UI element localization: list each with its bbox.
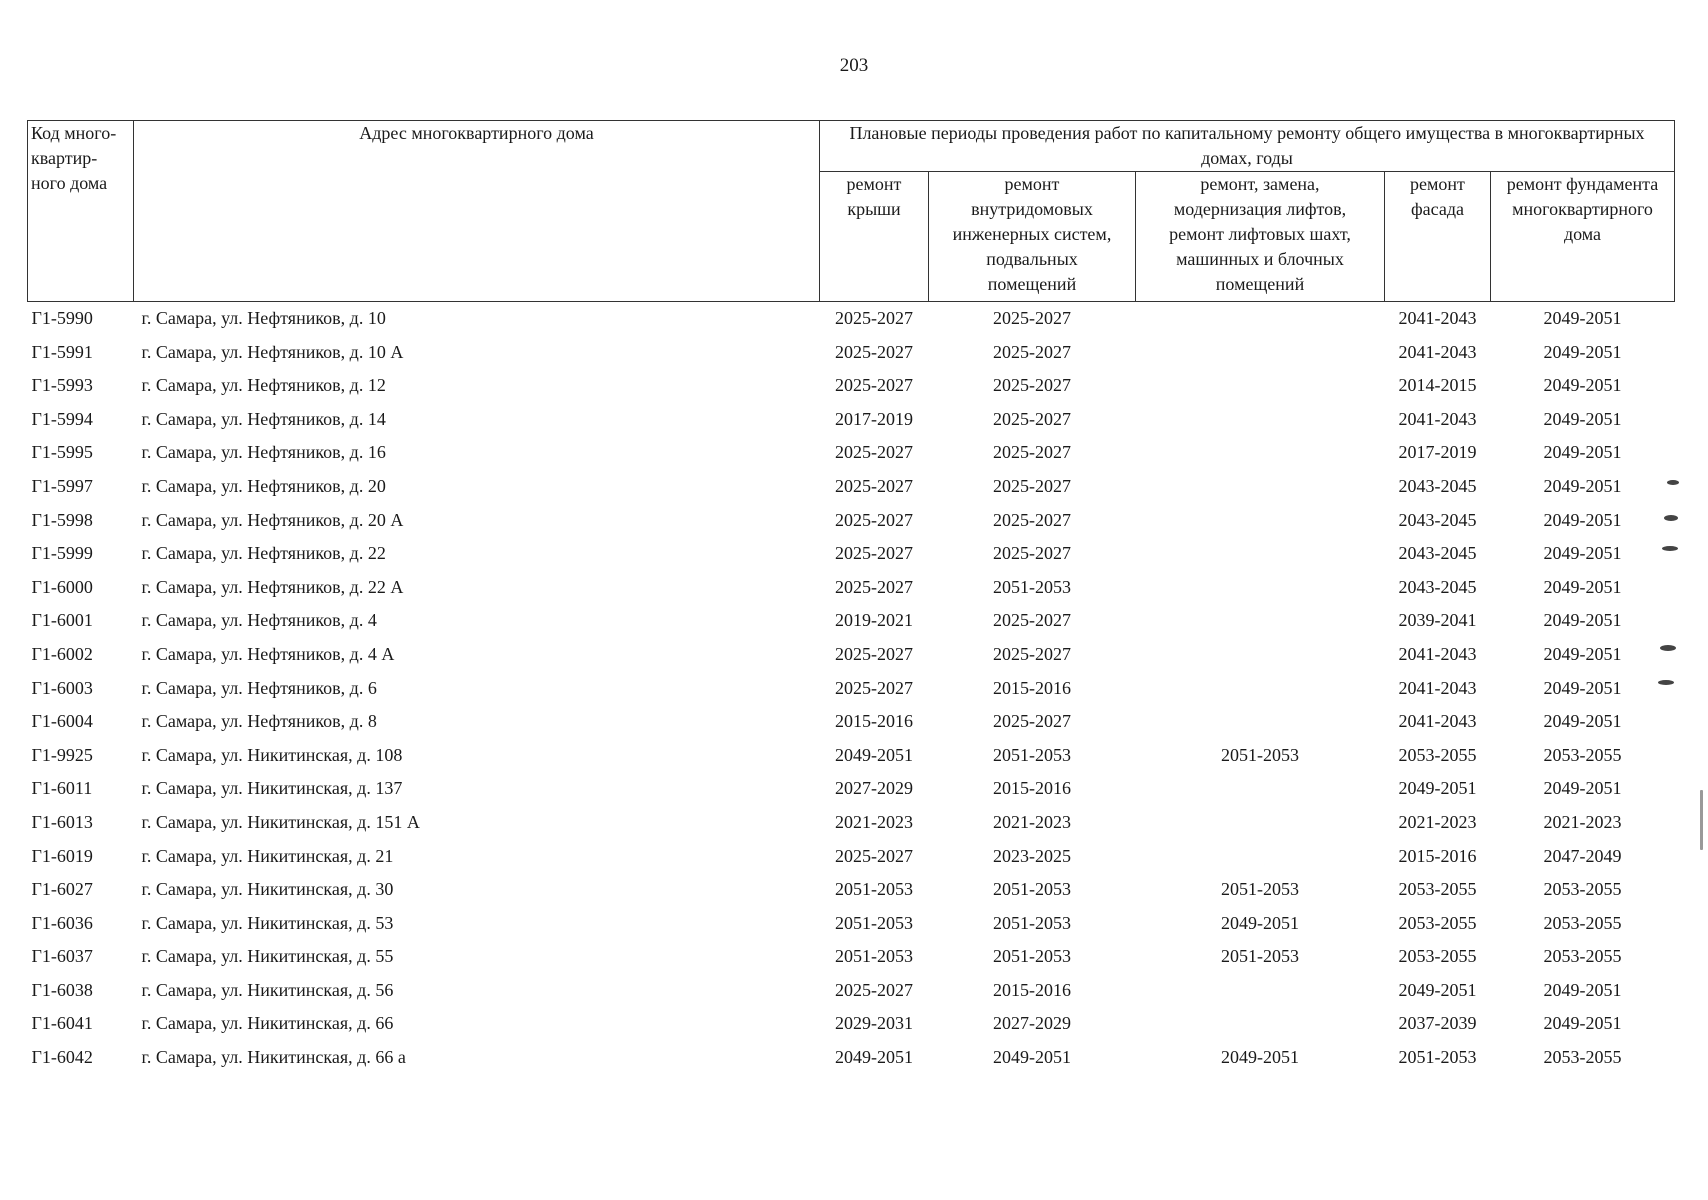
cell-elevators xyxy=(1136,840,1385,874)
table-body xyxy=(28,302,1675,1075)
cell-engineering: 2051-2053 xyxy=(993,744,1071,765)
cell-code: Г1-6038 xyxy=(31,979,93,1000)
cell-roof: 2049-2051 xyxy=(835,1047,913,1068)
cell-foundation: 2053-2055 xyxy=(1543,946,1622,967)
cell-elevators xyxy=(1136,571,1385,605)
cell-code: Г1-9925 xyxy=(31,744,93,765)
capital-repair-table xyxy=(27,120,1675,1075)
cell-foundation: 2049-2051 xyxy=(1543,677,1622,698)
cell-address: г. Самара, ул. Нефтяников, д. 22 А xyxy=(141,576,404,597)
cell-address: г. Самара, ул. Нефтяников, д. 16 xyxy=(141,442,386,463)
cell-engineering: 2025-2027 xyxy=(993,442,1071,463)
cell-engineering: 2051-2053 xyxy=(993,912,1071,933)
cell-code: Г1-6003 xyxy=(31,677,93,698)
table-row xyxy=(28,571,1675,605)
cell-roof: 2025-2027 xyxy=(835,308,913,328)
cell-engineering: 2021-2023 xyxy=(993,811,1071,832)
cell-address: г. Самара, ул. Нефтяников, д. 8 xyxy=(141,711,377,732)
table-row xyxy=(28,302,1675,336)
cell-engineering: 2051-2053 xyxy=(993,879,1071,900)
cell-engineering: 2025-2027 xyxy=(993,375,1071,396)
cell-elevators xyxy=(1136,369,1385,403)
table-row xyxy=(28,672,1675,706)
cell-facade: 2014-2015 xyxy=(1398,375,1477,396)
cell-facade: 2017-2019 xyxy=(1398,442,1477,463)
cell-address: г. Самара, ул. Никитинская, д. 30 xyxy=(141,879,394,900)
cell-elevators xyxy=(1136,604,1385,638)
cell-foundation: 2049-2051 xyxy=(1543,711,1622,732)
cell-roof: 2017-2019 xyxy=(835,408,913,429)
header-code xyxy=(28,121,134,302)
cell-roof: 2025-2027 xyxy=(835,845,913,866)
cell-code: Г1-5999 xyxy=(31,543,93,564)
scan-speck xyxy=(1667,480,1679,485)
cell-roof: 2025-2027 xyxy=(835,375,913,396)
scan-speck xyxy=(1658,680,1674,685)
cell-facade: 2041-2043 xyxy=(1398,643,1477,664)
cell-code: Г1-6036 xyxy=(31,912,93,933)
cell-code: Г1-6019 xyxy=(31,845,93,866)
header-roof-label: ремонт крыши xyxy=(846,174,902,219)
cell-facade: 2051-2053 xyxy=(1398,1047,1477,1068)
cell-facade: 2043-2045 xyxy=(1398,509,1477,530)
cell-foundation: 2049-2051 xyxy=(1543,308,1622,328)
cell-foundation: 2049-2051 xyxy=(1543,341,1622,362)
cell-code: Г1-6037 xyxy=(31,946,93,967)
cell-engineering: 2023-2025 xyxy=(993,845,1071,866)
cell-foundation: 2049-2051 xyxy=(1543,610,1622,631)
cell-address: г. Самара, ул. Нефтяников, д. 14 xyxy=(141,408,386,429)
cell-code: Г1-6000 xyxy=(31,576,93,597)
cell-facade: 2021-2023 xyxy=(1398,811,1477,832)
table-row xyxy=(28,638,1675,672)
table-row xyxy=(28,504,1675,538)
table-row xyxy=(28,403,1675,437)
cell-engineering: 2025-2027 xyxy=(993,610,1071,631)
table-row xyxy=(28,705,1675,739)
cell-code: Г1-5991 xyxy=(31,341,93,362)
cell-address: г. Самара, ул. Нефтяников, д. 4 А xyxy=(141,643,395,664)
cell-foundation: 2021-2023 xyxy=(1543,811,1622,832)
cell-engineering: 2027-2029 xyxy=(993,1013,1071,1034)
cell-engineering: 2025-2027 xyxy=(993,543,1071,564)
cell-code: Г1-6011 xyxy=(31,778,93,799)
cell-roof: 2025-2027 xyxy=(835,643,913,664)
cell-elevators xyxy=(1136,1007,1385,1041)
cell-facade: 2041-2043 xyxy=(1398,341,1477,362)
cell-address: г. Самара, ул. Нефтяников, д. 12 xyxy=(141,375,386,396)
scan-speck xyxy=(1660,645,1676,651)
cell-code: Г1-5997 xyxy=(31,475,93,496)
cell-address: г. Самара, ул. Нефтяников, д. 10 xyxy=(141,308,386,328)
header-address xyxy=(134,121,820,302)
cell-engineering: 2025-2027 xyxy=(993,509,1071,530)
cell-roof: 2051-2053 xyxy=(835,912,913,933)
cell-address: г. Самара, ул. Никитинская, д. 53 xyxy=(141,912,394,933)
cell-code: Г1-6001 xyxy=(31,610,93,631)
header-code-label: Код много- квартир- ного дома xyxy=(31,123,117,193)
cell-code: Г1-5994 xyxy=(31,408,93,429)
cell-elevators xyxy=(1136,974,1385,1008)
table-row xyxy=(28,873,1675,907)
cell-foundation: 2049-2051 xyxy=(1543,475,1622,496)
cell-code: Г1-6002 xyxy=(31,643,93,664)
cell-facade: 2049-2051 xyxy=(1398,979,1477,1000)
cell-facade: 2037-2039 xyxy=(1398,1013,1477,1034)
cell-foundation: 2049-2051 xyxy=(1543,1013,1622,1034)
cell-facade: 2041-2043 xyxy=(1398,408,1477,429)
cell-elevators xyxy=(1136,504,1385,538)
table-row xyxy=(28,806,1675,840)
header-roof xyxy=(820,172,929,302)
cell-roof: 2021-2023 xyxy=(835,811,913,832)
cell-elevators xyxy=(1136,638,1385,672)
table-row xyxy=(28,940,1675,974)
table-row xyxy=(28,470,1675,504)
table-header xyxy=(28,121,1675,302)
table-row xyxy=(28,336,1675,370)
cell-elevators xyxy=(1136,672,1385,706)
cell-elevators xyxy=(1136,705,1385,739)
cell-address: г. Самара, ул. Никитинская, д. 151 А xyxy=(141,811,420,832)
cell-facade: 2015-2016 xyxy=(1398,845,1477,866)
cell-roof: 2025-2027 xyxy=(835,475,913,496)
cell-code: Г1-5995 xyxy=(31,442,93,463)
cell-engineering: 2025-2027 xyxy=(993,711,1071,732)
cell-facade: 2053-2055 xyxy=(1398,912,1477,933)
cell-code: Г1-6027 xyxy=(31,879,93,900)
cell-roof: 2025-2027 xyxy=(835,979,913,1000)
cell-roof: 2019-2021 xyxy=(835,610,913,631)
table-row xyxy=(28,907,1675,941)
cell-elevators: 2051-2053 xyxy=(1221,879,1299,900)
cell-code: Г1-6041 xyxy=(31,1013,93,1034)
cell-elevators: 2049-2051 xyxy=(1221,1047,1299,1068)
cell-elevators xyxy=(1136,436,1385,470)
cell-address: г. Самара, ул. Никитинская, д. 21 xyxy=(141,845,394,866)
header-engineering xyxy=(929,172,1136,302)
cell-foundation: 2053-2055 xyxy=(1543,744,1622,765)
header-facade xyxy=(1385,172,1491,302)
table-row xyxy=(28,739,1675,773)
cell-facade: 2053-2055 xyxy=(1398,946,1477,967)
cell-address: г. Самара, ул. Никитинская, д. 108 xyxy=(141,744,403,765)
cell-roof: 2051-2053 xyxy=(835,879,913,900)
scan-speck xyxy=(1664,515,1678,521)
header-engineering-label: ремонт внутридомовых инженерных систем, подвальных помещений xyxy=(952,174,1112,294)
cell-elevators xyxy=(1136,403,1385,437)
cell-roof: 2025-2027 xyxy=(835,543,913,564)
cell-elevators xyxy=(1136,302,1385,336)
header-elevators xyxy=(1136,172,1385,302)
cell-elevators xyxy=(1136,806,1385,840)
cell-facade: 2041-2043 xyxy=(1398,677,1477,698)
header-periods-group xyxy=(820,121,1675,172)
cell-foundation: 2049-2051 xyxy=(1543,543,1622,564)
cell-address: г. Самара, ул. Никитинская, д. 66 xyxy=(141,1013,394,1034)
table-row xyxy=(28,1007,1675,1041)
cell-address: г. Самара, ул. Нефтяников, д. 20 А xyxy=(141,509,404,530)
cell-engineering: 2025-2027 xyxy=(993,341,1071,362)
cell-facade: 2053-2055 xyxy=(1398,879,1477,900)
cell-foundation: 2049-2051 xyxy=(1543,576,1622,597)
cell-elevators xyxy=(1136,336,1385,370)
cell-foundation: 2053-2055 xyxy=(1543,1047,1622,1068)
cell-elevators: 2051-2053 xyxy=(1221,946,1299,967)
table-row xyxy=(28,369,1675,403)
cell-address: г. Самара, ул. Нефтяников, д. 20 xyxy=(141,475,386,496)
cell-address: г. Самара, ул. Нефтяников, д. 10 А xyxy=(141,341,404,362)
cell-foundation: 2049-2051 xyxy=(1543,643,1622,664)
cell-engineering: 2015-2016 xyxy=(993,778,1071,799)
scan-speck xyxy=(1700,790,1703,850)
cell-engineering: 2025-2027 xyxy=(993,643,1071,664)
cell-engineering: 2051-2053 xyxy=(993,946,1071,967)
cell-facade: 2043-2045 xyxy=(1398,543,1477,564)
cell-facade: 2043-2045 xyxy=(1398,576,1477,597)
cell-engineering: 2025-2027 xyxy=(993,475,1071,496)
table-row xyxy=(28,436,1675,470)
cell-address: г. Самара, ул. Нефтяников, д. 6 xyxy=(141,677,377,698)
page-number: 203 xyxy=(839,55,869,76)
cell-facade: 2053-2055 xyxy=(1398,744,1477,765)
cell-engineering: 2051-2053 xyxy=(993,576,1071,597)
cell-address: г. Самара, ул. Никитинская, д. 137 xyxy=(141,778,403,799)
cell-elevators xyxy=(1136,772,1385,806)
cell-elevators xyxy=(1136,537,1385,571)
table-row xyxy=(28,537,1675,571)
cell-facade: 2041-2043 xyxy=(1398,308,1477,328)
cell-code: Г1-5993 xyxy=(31,375,93,396)
cell-code: Г1-5998 xyxy=(31,509,93,530)
cell-address: г. Самара, ул. Никитинская, д. 66 а xyxy=(141,1047,406,1068)
cell-foundation: 2053-2055 xyxy=(1543,879,1622,900)
cell-address: г. Самара, ул. Никитинская, д. 56 xyxy=(141,979,394,1000)
cell-facade: 2043-2045 xyxy=(1398,475,1477,496)
cell-roof: 2029-2031 xyxy=(835,1013,913,1034)
table-row xyxy=(28,1041,1675,1075)
cell-foundation: 2049-2051 xyxy=(1543,442,1622,463)
cell-address: г. Самара, ул. Нефтяников, д. 4 xyxy=(141,610,377,631)
cell-foundation: 2049-2051 xyxy=(1543,375,1622,396)
table-row xyxy=(28,840,1675,874)
cell-roof: 2025-2027 xyxy=(835,509,913,530)
cell-roof: 2025-2027 xyxy=(835,341,913,362)
header-foundation xyxy=(1491,172,1675,302)
cell-address: г. Самара, ул. Никитинская, д. 55 xyxy=(141,946,394,967)
header-periods-group-label: Плановые периоды проведения работ по капитальному ремонту общего имущества в многоквартирных домах, годы xyxy=(849,123,1645,168)
cell-elevators: 2051-2053 xyxy=(1221,744,1299,765)
cell-roof: 2027-2029 xyxy=(835,778,913,799)
cell-elevators xyxy=(1136,470,1385,504)
scan-speck xyxy=(1662,546,1678,551)
header-facade-label: ремонт фасада xyxy=(1410,174,1465,219)
cell-engineering: 2049-2051 xyxy=(993,1047,1071,1068)
cell-engineering: 2015-2016 xyxy=(993,677,1071,698)
cell-elevators: 2049-2051 xyxy=(1221,912,1299,933)
header-elevators-label: ремонт, замена, модернизация лифтов, ремонт лифтовых шахт, машинных и блочных помещений xyxy=(1169,174,1351,294)
cell-facade: 2039-2041 xyxy=(1398,610,1477,631)
cell-foundation: 2049-2051 xyxy=(1543,778,1622,799)
cell-code: Г1-6042 xyxy=(31,1047,93,1068)
cell-roof: 2049-2051 xyxy=(835,744,913,765)
cell-roof: 2025-2027 xyxy=(835,442,913,463)
table-row xyxy=(28,772,1675,806)
cell-roof: 2015-2016 xyxy=(835,711,913,732)
cell-address: г. Самара, ул. Нефтяников, д. 22 xyxy=(141,543,386,564)
header-address-label: Адрес многоквартирного дома xyxy=(359,123,594,143)
cell-code: Г1-6013 xyxy=(31,811,93,832)
cell-roof: 2025-2027 xyxy=(835,677,913,698)
cell-engineering: 2015-2016 xyxy=(993,979,1071,1000)
cell-foundation: 2049-2051 xyxy=(1543,509,1622,530)
cell-foundation: 2053-2055 xyxy=(1543,912,1622,933)
cell-roof: 2025-2027 xyxy=(835,576,913,597)
cell-facade: 2049-2051 xyxy=(1398,778,1477,799)
cell-foundation: 2049-2051 xyxy=(1543,408,1622,429)
header-foundation-label: ремонт фундамента многоквартирного дома xyxy=(1506,174,1659,244)
cell-roof: 2051-2053 xyxy=(835,946,913,967)
cell-engineering: 2025-2027 xyxy=(993,408,1071,429)
cell-foundation: 2047-2049 xyxy=(1543,845,1622,866)
cell-facade: 2041-2043 xyxy=(1398,711,1477,732)
cell-code: Г1-6004 xyxy=(31,711,93,732)
cell-code: Г1-5990 xyxy=(31,308,93,328)
cell-foundation: 2049-2051 xyxy=(1543,979,1622,1000)
table-row xyxy=(28,974,1675,1008)
table-row xyxy=(28,604,1675,638)
cell-engineering: 2025-2027 xyxy=(993,308,1071,328)
